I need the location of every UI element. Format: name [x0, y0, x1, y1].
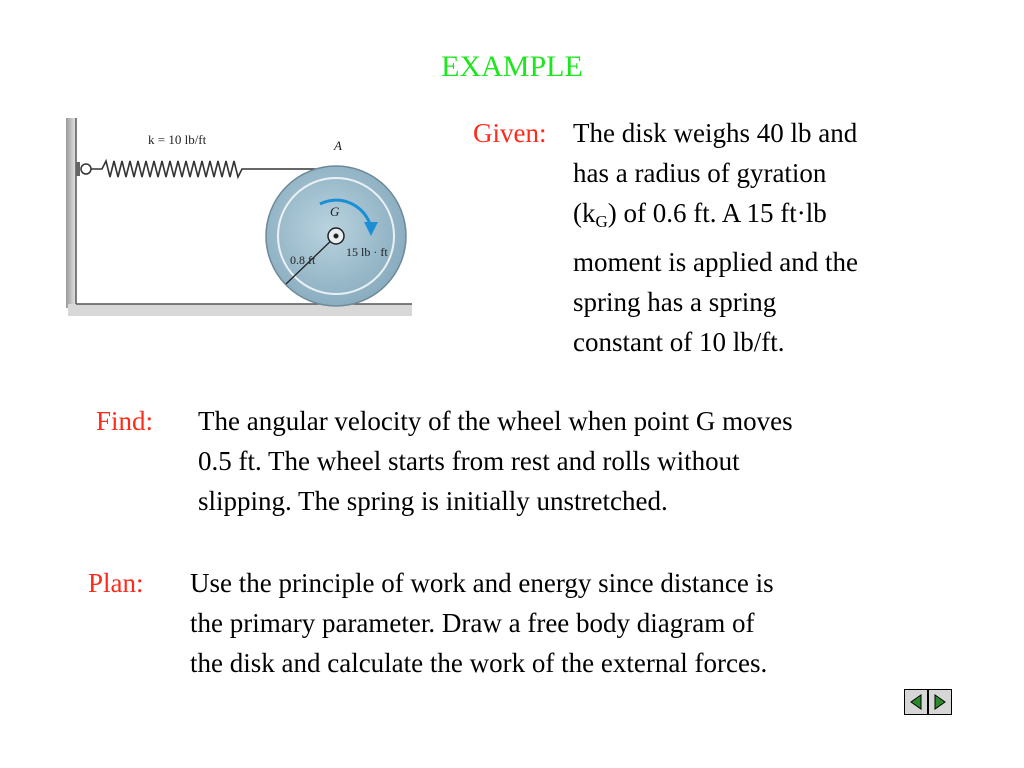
- plan-line: the disk and calculate the work of the external forces.: [190, 648, 768, 678]
- given-line-part: (k: [573, 198, 596, 228]
- previous-slide-button[interactable]: [904, 689, 928, 715]
- given-text: [573, 113, 953, 362]
- floor: [68, 304, 412, 316]
- given-line: has a radius of gyration: [573, 158, 827, 188]
- given-line: constant of 10 lb/ft.: [573, 327, 785, 357]
- given-line: moment is applied and the: [573, 247, 858, 277]
- triangle-left-icon: [908, 693, 924, 711]
- point-g-label: G: [330, 204, 340, 219]
- find-text: [198, 401, 958, 521]
- plan-line: the primary parameter. Draw a free body diagram of: [190, 608, 755, 638]
- given-line-part: ) of 0.6 ft. A 15 ft·lb: [607, 198, 827, 228]
- find-label: Find:: [96, 406, 154, 436]
- disk-spring-diagram: [62, 112, 422, 327]
- find-line: slipping. The spring is initially unstretched.: [198, 486, 668, 516]
- slide-navigation: [904, 689, 952, 715]
- given-line: The disk weighs 40 lb and: [573, 118, 858, 148]
- moment-label: 15 lb · ft: [346, 245, 388, 259]
- triangle-right-icon: [932, 693, 948, 711]
- spring: [91, 161, 336, 177]
- given-label: Given:: [473, 118, 547, 148]
- wall: [66, 118, 76, 308]
- plan-label: Plan:: [88, 568, 144, 598]
- next-slide-button[interactable]: [928, 689, 952, 715]
- given-line: [573, 193, 953, 242]
- find-line: 0.5 ft. The wheel starts from rest and rolls without: [198, 446, 740, 476]
- plan-line: Use the principle of work and energy since distance is: [190, 568, 774, 598]
- radius-label: 0.8 ft: [290, 253, 316, 267]
- disk-spring-figure: [62, 112, 422, 327]
- plan-text: [190, 563, 950, 683]
- subscript-g: G: [595, 212, 608, 231]
- given-line: spring has a spring: [573, 287, 777, 317]
- find-line: The angular velocity of the wheel when point G moves: [198, 406, 793, 436]
- slide-title: EXAMPLE: [441, 50, 583, 83]
- spring-label: k = 10 lb/ft: [148, 132, 207, 147]
- point-a-label: A: [334, 138, 342, 153]
